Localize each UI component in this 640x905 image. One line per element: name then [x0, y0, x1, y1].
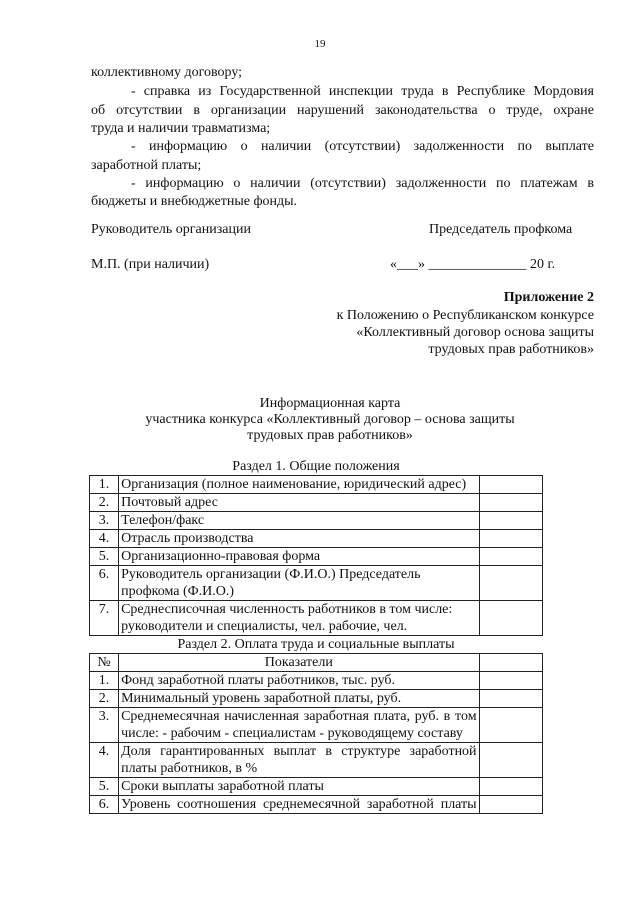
body-line: об отсутствии в организации нарушений законодательства о труде, охране: [91, 103, 594, 118]
row-text: Фонд заработной платы работников, тыс. руб.: [119, 672, 479, 690]
table-row: [90, 672, 543, 690]
row-number: 5.: [90, 548, 119, 566]
row-number: 5.: [90, 778, 119, 796]
table-row: [90, 601, 543, 636]
row-number: 3.: [90, 708, 119, 743]
section2-title: Раздел 2. Оплата труда и социальные выплаты: [90, 636, 543, 654]
table-row: [90, 476, 543, 494]
row-text: Сроки выплаты заработной платы: [119, 778, 479, 796]
row-value: [479, 476, 542, 494]
table-row: [90, 743, 543, 778]
row-value: [479, 530, 542, 548]
row-number: 7.: [90, 601, 119, 636]
table-row: [90, 530, 543, 548]
row-text: Уровень соотношения среднемесячной заработной платы: [119, 796, 479, 814]
row-value: [479, 743, 542, 778]
row-value: [479, 690, 542, 708]
table-row: [90, 512, 543, 530]
table-row: [90, 708, 543, 743]
row-text: Минимальный уровень заработной платы, руб.: [119, 690, 479, 708]
row-number: 6.: [90, 796, 119, 814]
row-value: [479, 778, 542, 796]
row-number: 1.: [90, 672, 119, 690]
row-text: Среднесписочная численность работников в том числе: руководители и специалисты, чел. рабочие, чел.: [119, 601, 479, 636]
row-number: 4.: [90, 743, 119, 778]
row-number: 1.: [90, 476, 119, 494]
row-text: Организационно-правовая форма: [119, 548, 479, 566]
table-row: [90, 778, 543, 796]
row-number: 2.: [90, 690, 119, 708]
row-number: 6.: [90, 566, 119, 601]
stamp-label: М.П. (при наличии): [91, 257, 210, 272]
appendix-line: трудовых прав работников»: [428, 342, 594, 357]
signature-right-label: Председатель профкома: [429, 222, 573, 237]
body-line: труда и наличии травматизма;: [91, 121, 271, 136]
row-value: [479, 601, 542, 636]
table-row: [90, 566, 543, 601]
row-value: [479, 494, 542, 512]
header-value: [479, 654, 542, 672]
info-table: [89, 458, 543, 814]
row-value: [479, 512, 542, 530]
row-value: [479, 566, 542, 601]
appendix-line: «Коллективный договор основа защиты: [356, 325, 594, 340]
table-row: [90, 494, 543, 512]
row-value: [479, 548, 542, 566]
appendix-line: к Положению о Республиканском конкурсе: [336, 308, 594, 323]
page-number: 19: [314, 38, 326, 50]
header-number: №: [90, 654, 119, 672]
date-line: «___» ______________ 20 г.: [390, 257, 556, 272]
table-row: [90, 548, 543, 566]
row-number: 4.: [90, 530, 119, 548]
body-line: - информацию о наличии (отсутствии) задолженности по платежам в: [131, 176, 594, 191]
table-row: [90, 690, 543, 708]
row-text: Доля гарантированных выплат в структуре заработной платы работников, в %: [119, 743, 479, 778]
row-number: 3.: [90, 512, 119, 530]
row-number: 2.: [90, 494, 119, 512]
card-title: трудовых прав работников»: [247, 428, 413, 443]
header-indicators: Показатели: [119, 654, 479, 672]
row-value: [479, 796, 542, 814]
body-line: заработной платы;: [91, 158, 202, 173]
row-text: Среднемесячная начисленная заработная плата, руб. в том числе: - рабочим - специалистам - руководящему составу: [119, 708, 479, 743]
row-value: [479, 672, 542, 690]
section1-title: Раздел 1. Общие положения: [90, 458, 543, 476]
appendix-title: Приложение 2: [503, 290, 594, 305]
card-title: Информационная карта: [259, 396, 401, 411]
card-title: участника конкурса «Коллективный договор – основа защиты: [145, 412, 515, 427]
body-line: коллективному договору;: [91, 65, 243, 80]
row-text: Руководитель организации (Ф.И.О.) Председатель профкома (Ф.И.О.): [119, 566, 479, 601]
row-value: [479, 708, 542, 743]
body-line: - справка из Государственной инспекции труда в Республике Мордовия: [131, 84, 594, 99]
row-text: Телефон/факс: [119, 512, 479, 530]
row-text: Отрасль производства: [119, 530, 479, 548]
table-row: [90, 796, 543, 814]
table-header-row: [90, 654, 543, 672]
row-text: Организация (полное наименование, юридический адрес): [119, 476, 479, 494]
body-line: - информацию о наличии (отсутствии) задолженности по выплате: [131, 139, 594, 154]
signature-left-label: Руководитель организации: [91, 222, 251, 237]
body-line: бюджеты и внебюджетные фонды.: [91, 194, 298, 209]
row-text: Почтовый адрес: [119, 494, 479, 512]
